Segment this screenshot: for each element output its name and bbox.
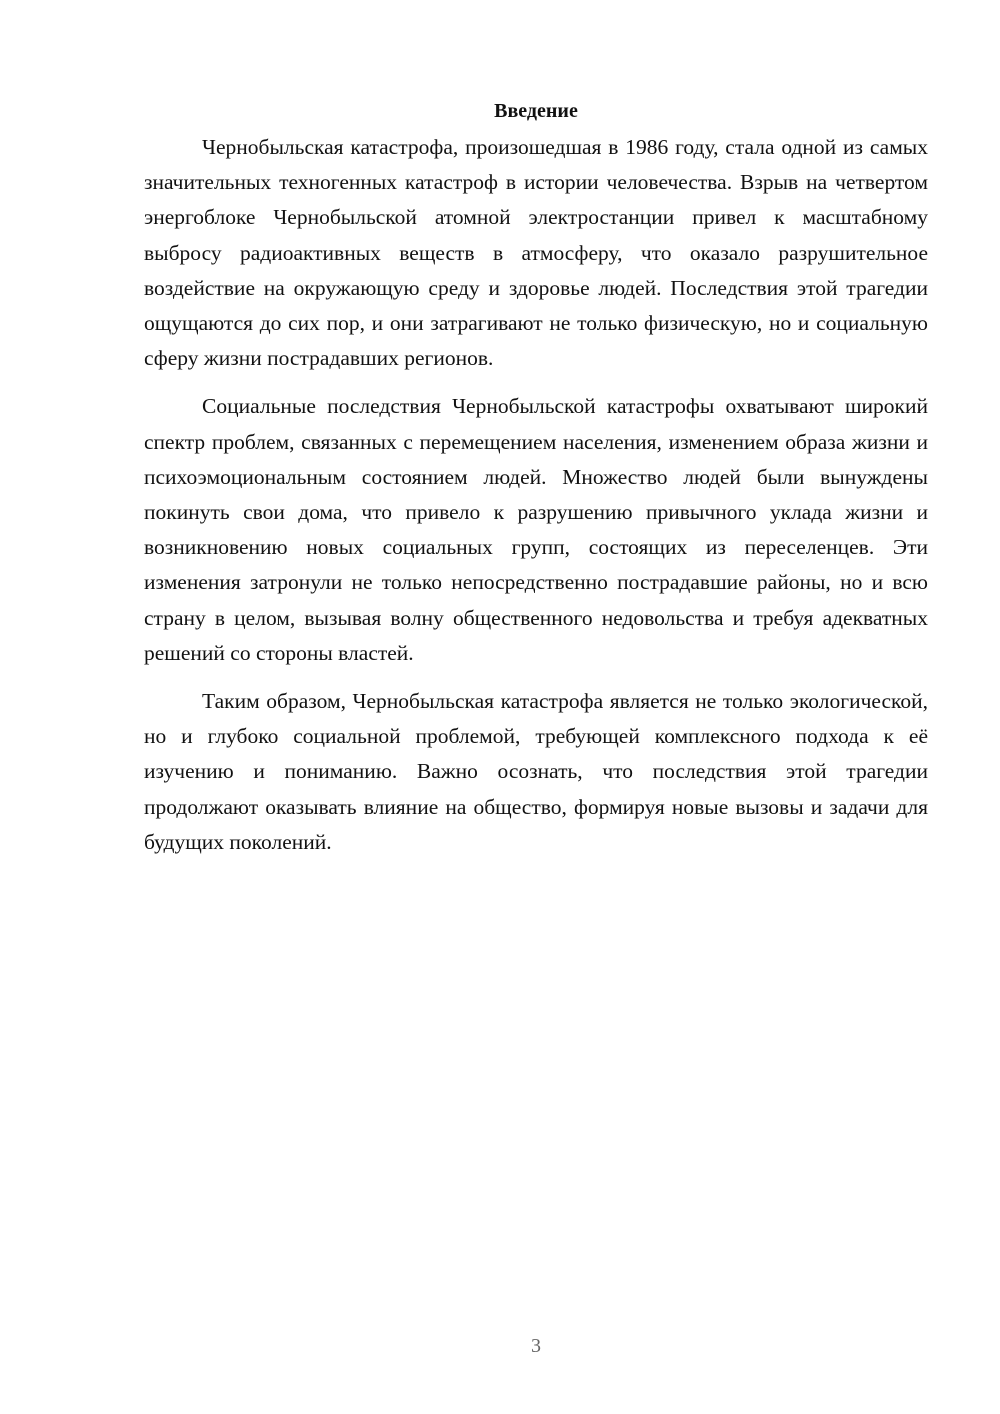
paragraph-1: Чернобыльская катастрофа, произошедшая в 1986 году, стала одной из самых значительных техногенных катастроф в истории человечества. Взрыв на четвертом энергоблоке Чернобыльской атомной электростанции привел к масштабному выбросу радиоактивных веществ в атмосферу, что оказало разрушительное воздействие на окружающую среду и здоровье людей. Последствия этой трагедии ощущаются до сих пор, и они затрагивают не только физическую, но и социальную сферу жизни пострадавших регионов.	[144, 135, 928, 371]
section-heading: Введение	[494, 100, 578, 122]
paragraph-2: Социальные последствия Чернобыльской катастрофы охватывают широкий спектр проблем, связанных с перемещением населения, изменением образа жизни и психоэмоциональным состоянием людей. Множество людей были вынуждены покинуть свои дома, что привело к разрушению привычного уклада жизни и возникновению новых социальных групп, состоящих из переселенцев. Эти изменения затронули не только непосредственно пострадавшие районы, но и всю страну в целом, вызывая волну общественного недовольства и требуя адекватных решений со стороны властей.	[144, 394, 928, 665]
page-number: 3	[531, 1335, 541, 1357]
paragraph-3: Таким образом, Чернобыльская катастрофа является не только экологической, но и глубоко социальной проблемой, требующей комплексного подхода к её изучению и пониманию. Важно осознать, что последствия этой трагедии продолжают оказывать влияние на общество, формируя новые вызовы и задачи для будущих поколений.	[144, 689, 928, 854]
page-content	[144, 96, 928, 873]
